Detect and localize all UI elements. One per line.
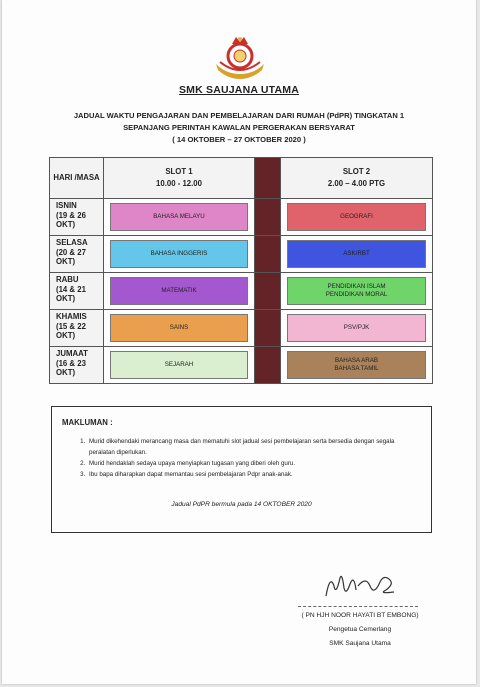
- list-item: 1. Murid dikehendaki merancang masa dan mematuhi slot jadual sesi pembelajaran serta bersedia dengan segala peralatan diperlukan.: [87, 437, 417, 458]
- school-crest-icon: [212, 34, 268, 80]
- timetable-header-row: [50, 158, 433, 199]
- notice-title: MAKLUMAN :: [62, 418, 113, 427]
- signature-line: [298, 606, 418, 607]
- break-cell: [255, 347, 281, 384]
- slot1-subject: SEJARAH: [110, 351, 248, 379]
- slot2-header: [281, 158, 433, 199]
- day-cell: KHAMIS (15 & 22 OKT): [50, 310, 104, 347]
- title-line-3: ( 14 OKTOBER – 27 OKTOBER 2020 ): [172, 135, 306, 144]
- slot2-subject: GEOGRAFI: [287, 203, 426, 231]
- list-item: 2. Murid hendaklah sedaya upaya menyiapkan tugasan yang diberi oleh guru.: [87, 459, 417, 470]
- title-line-1: JADUAL WAKTU PENGAJARAN DAN PEMBELAJARAN DARI RUMAH (PdPR) TINGKATAN 1: [73, 111, 405, 120]
- break-cell: [255, 310, 281, 347]
- day-cell: JUMAAT (16 & 23 OKT): [50, 347, 104, 384]
- document-page: [2, 0, 476, 684]
- slot2-label: SLOT 2: [342, 167, 371, 177]
- break-cell: [255, 273, 281, 310]
- break-column: [255, 158, 281, 199]
- slot1-header: [104, 158, 255, 199]
- slot1-time: 10.00 - 12.00: [156, 179, 202, 188]
- timetable: [49, 157, 433, 384]
- signatory-name: ( PN HJH NOOR HAYATI BT EMBONG): [301, 612, 419, 619]
- school-name: SMK SAUJANA UTAMA: [178, 84, 300, 96]
- notice-footer: Jadual PdPR bermula pada 14 OKTOBER 2020: [171, 501, 312, 508]
- slot2-time: 2.00 – 4.00 PTG: [327, 179, 386, 188]
- signatory-position: Pengetua Cemerlang: [328, 626, 392, 633]
- notice-list: [52, 437, 417, 481]
- list-item: 3. Ibu bapa diharapkan dapat memantau sesi pembelajaran Pdpr anak-anak.: [87, 470, 417, 481]
- signatory-school: SMK Saujana Utama: [329, 640, 391, 647]
- slot2-subject: ASK/RBT: [287, 240, 426, 268]
- slot1-subject: MATEMATIK: [110, 277, 248, 305]
- table-row: [50, 236, 433, 273]
- table-row: [50, 310, 433, 347]
- break-cell: [255, 236, 281, 273]
- day-cell: ISNIN (19 & 26 OKT): [50, 199, 104, 236]
- table-row: [50, 347, 433, 384]
- slot1-subject: BAHASA MELAYU: [110, 203, 248, 231]
- slot1-subject: BAHASA INGGERIS: [110, 240, 248, 268]
- title-line-2: SEPANJANG PERINTAH KAWALAN PERGERAKAN BERSYARAT: [123, 123, 355, 132]
- break-cell: [255, 199, 281, 236]
- day-column-header: HARI /MASA: [50, 158, 104, 199]
- day-cell: SELASA (20 & 27 OKT): [50, 236, 104, 273]
- notice-box: [51, 406, 432, 533]
- slot2-subject: PENDIDIKAN ISLAM PENDIDIKAN MORAL: [287, 277, 426, 305]
- slot1-label: SLOT 1: [165, 167, 193, 177]
- table-row: [50, 199, 433, 236]
- slot2-subject: BAHASA ARAB BAHASA TAMIL: [287, 351, 426, 379]
- table-row: [50, 273, 433, 310]
- day-cell: RABU (14 & 21 OKT): [50, 273, 104, 310]
- slot1-subject: SAINS: [110, 314, 248, 342]
- signature-mark: [320, 566, 400, 604]
- slot2-subject: PSV/PJK: [287, 314, 426, 342]
